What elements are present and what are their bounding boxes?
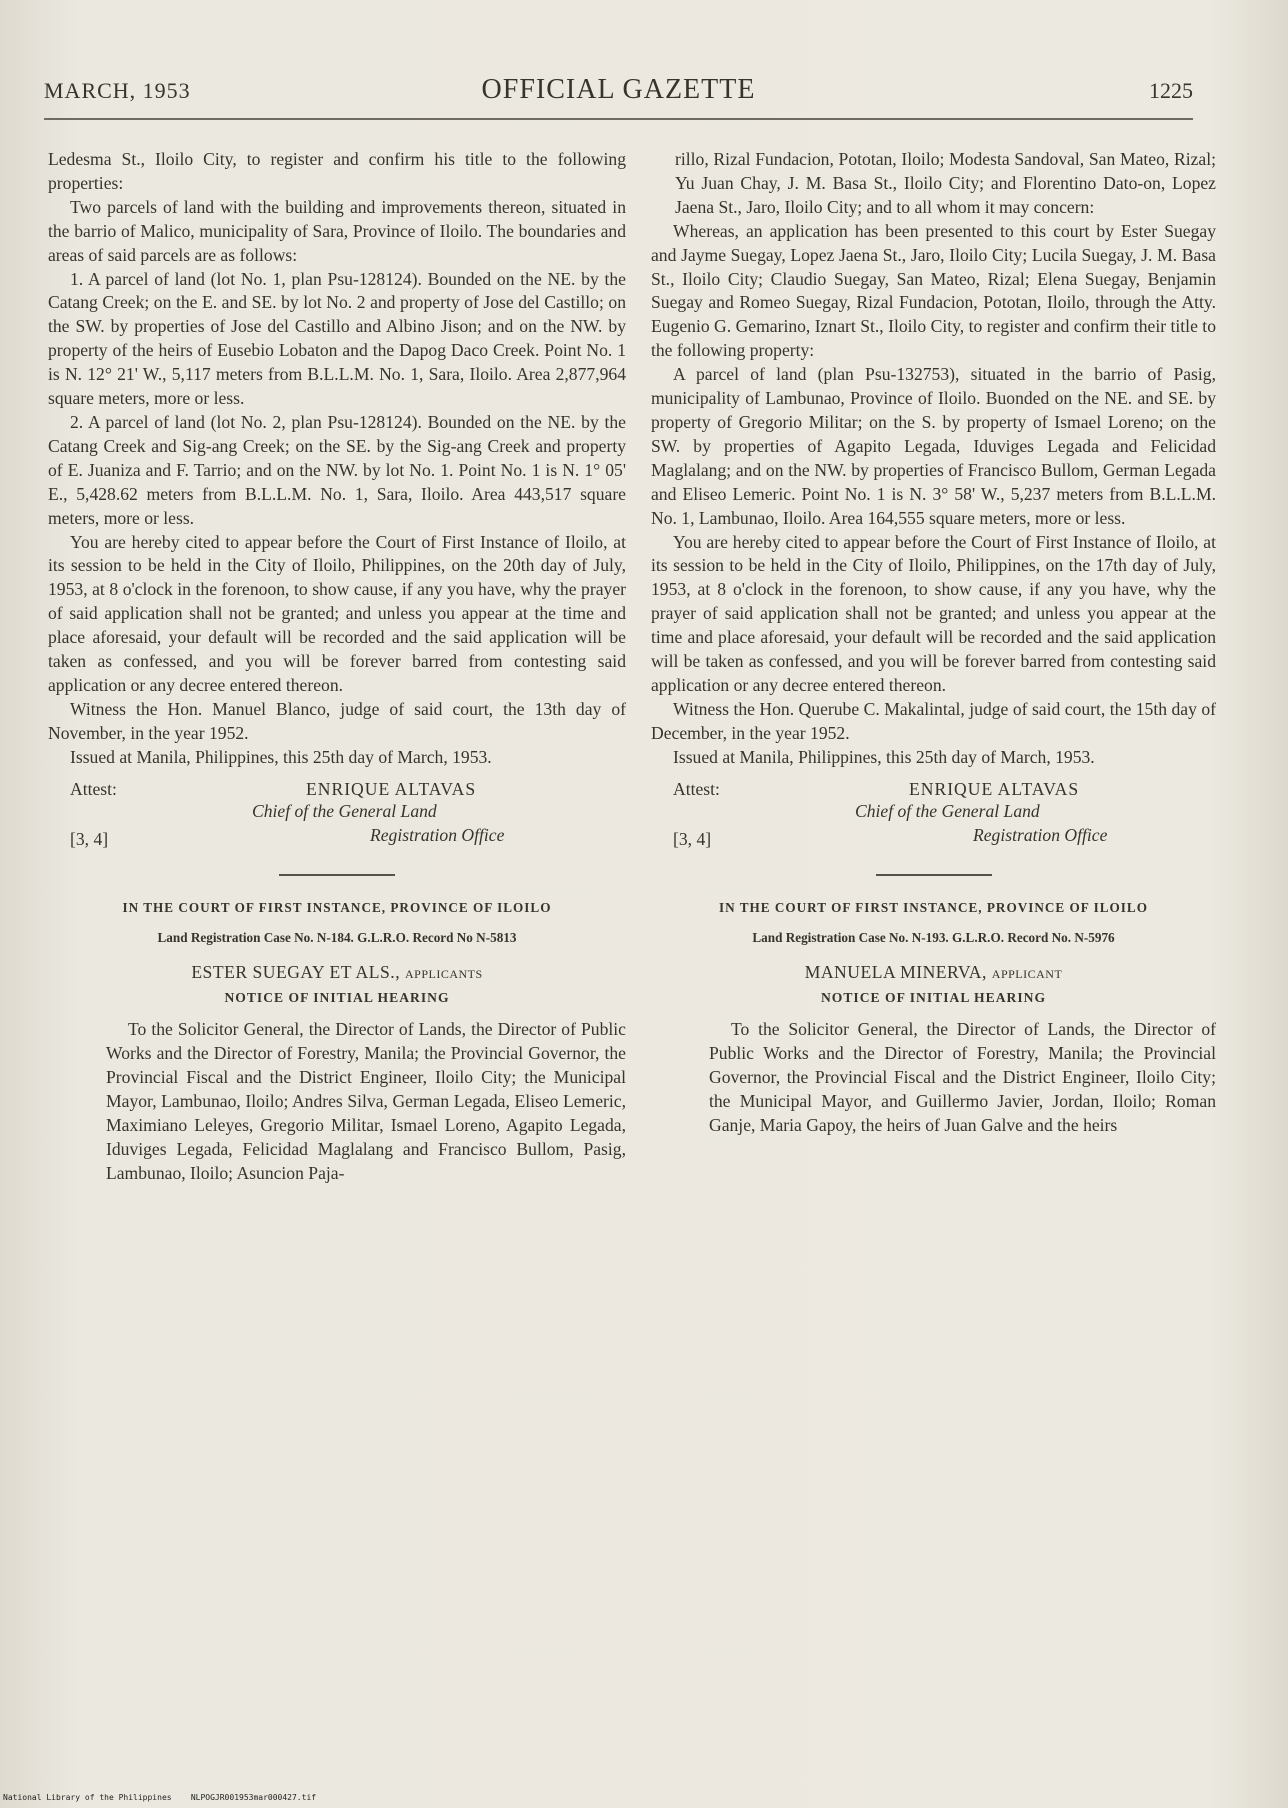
- court-heading: IN THE COURT OF FIRST INSTANCE, PROVINCE OF ILOILO: [122, 899, 552, 915]
- intro-paragraph: Ledesma St., Iloilo City, to register and confirm his title to the following properties:: [48, 149, 626, 193]
- right-column: [651, 148, 1216, 1138]
- applicant-name: MANUELA MINERVA, applicant: [804, 961, 1063, 982]
- scan-filename: NLPOGJR001953mar000427.tif: [190, 1793, 317, 1802]
- library-credit: National Library of the Philippines: [3, 1793, 172, 1802]
- whereas-paragraph: Whereas, an application has been presented to this court by Ester Suegay and Jayme Suegay, Lopez Jaena St., Jaro, Iloilo City; Lucila Suegay, J. M. Basa St., Iloilo City; Claudio Suegay, San Mateo, Rizal; Elena Suegay, Benjamin Suegay and Romeo Suegay, Rizal Fundacion, Pototan, Iloilo, through the Atty. Eugenio G. Gemarino, Iznart St., Iloilo City, to register and confirm their title to the following property:: [651, 220, 1216, 361]
- signatory-name: ENRIQUE ALTAVAS: [306, 778, 477, 799]
- section-divider: [876, 874, 992, 876]
- section-divider: [279, 874, 395, 876]
- signatory-title-line2: Registration Office: [973, 824, 1108, 845]
- signatory-title-line1: Chief of the General Land: [855, 800, 1040, 821]
- issued-paragraph: Issued at Manila, Philippines, this 25th day of March, 1953.: [70, 746, 492, 767]
- notice-title: NOTICE OF INITIAL HEARING: [224, 990, 450, 1006]
- citation-paragraph: You are hereby cited to appear before the Court of First Instance of Iloilo, at its session to be held in the City of Iloilo, Philippines, on the 20th day of July, 1953, at 8 o'clock in the forenoon, to show cause, if any you have, why the prayer of said application shall not be granted; and unless you appear at the time and place aforesaid, your default will be recorded and the said application will be taken as confessed, and you will be forever barred from contesting said application or any decree entered thereon.: [48, 531, 626, 695]
- attest-label: Attest:: [673, 778, 720, 799]
- parcel-paragraph: A parcel of land (plan Psu-132753), situated in the barrio of Pasig, municipality of Lambunao, Province of Iloilo. Buonded on the NE. and SE. by property of Gregorio Militar; on the S. by property of Ismael Loreno; on the SW. by properties of Agapito Legada, Iduviges Legada and Felicidad Maglalang; and on the NW. by properties of Francisco Bullom, German Legada and Eliseo Lemeric. Point No. 1 is N. 3° 58' W., 5,237 meters from B.L.L.M. No. 1, Lambunao, Iloilo. Area 164,555 square meters, more or less.: [651, 364, 1216, 528]
- attest-label: Attest:: [70, 778, 117, 799]
- signatory-title-line1: Chief of the General Land: [252, 800, 437, 821]
- citation-paragraph: You are hereby cited to appear before the Court of First Instance of Iloilo, at its session to be held in the City of Iloilo, Philippines, on the 17th day of July, 1953, at 8 o'clock in the forenoon, to show cause, if any you have, why the prayer of said application shall not be granted; and unless you appear at the time and place aforesaid, your default will be recorded and the said application will be taken as confessed, and you will be forever barred from contesting said application or any decree entered thereon.: [651, 531, 1216, 695]
- court-heading: IN THE COURT OF FIRST INSTANCE, PROVINCE OF ILOILO: [719, 899, 1148, 915]
- case-number: Land Registration Case No. N-193. G.L.R.O. Record No. N-5976: [752, 929, 1115, 945]
- left-column: [48, 148, 626, 1186]
- addressees-continued: rillo, Rizal Fundacion, Pototan, Iloilo; Modesta Sandoval, San Mateo, Rizal; Yu Juan Chay, J. M. Basa St., Iloilo City; and Florentino Dato-on, Lopez Jaena St., Jaro, Iloilo City; and to all whom it may concern:: [675, 149, 1216, 217]
- parcel-2-paragraph: 2. A parcel of land (lot No. 2, plan Psu-128124). Bounded on the NE. by the Catang Creek and Sig-ang Creek; on the SE. by the Sig-ang Creek and property of E. Juaniza and F. Tarrio; and on the NW. by lot No. 1. Point No. 1 is N. 1° 05' E., 5,428.62 meters from B.L.L.M. No. 1, Sara, Iloilo. Area 443,517 square meters, more or less.: [48, 411, 626, 528]
- applicant-name: ESTER SUEGAY ET ALS., applicants: [191, 961, 483, 982]
- issue-reference: [3, 4]: [70, 828, 109, 849]
- page-header: [44, 72, 1193, 112]
- publication-title: OFFICIAL GAZETTE: [481, 74, 756, 105]
- issue-reference: [3, 4]: [673, 828, 712, 849]
- witness-paragraph: Witness the Hon. Querube C. Makalintal, judge of said court, the 15th day of December, in the year 1952.: [651, 698, 1216, 743]
- header-rule: [44, 118, 1193, 120]
- signatory-name: ENRIQUE ALTAVAS: [909, 778, 1080, 799]
- signature-block: [48, 776, 626, 862]
- scan-footer: [3, 1793, 316, 1802]
- addressees-paragraph: To the Solicitor General, the Director of Lands, the Director of Public Works and the Director of Forestry, Manila; the Provincial Governor, the Provincial Fiscal and the District Engineer, Iloilo City; the Municipal Mayor, and Guillermo Javier, Jordan, Iloilo; Roman Ganje, Maria Gapoy, the heirs of Juan Galve and the heirs: [709, 1019, 1216, 1135]
- parcel-1-paragraph: 1. A parcel of land (lot No. 1, plan Psu-128124). Bounded on the NE. by the Catang Creek; on the E. and SE. by lot No. 2 and property of Jose del Castillo; on the SW. by properties of Jose del Castillo and Albino Jison; and on the NW. by property of the heirs of Eusebio Lobaton and the Dapog Daco Creek. Point No. 1 is N. 12° 21' W., 5,117 meters from B.L.L.M. No. 1, Sara, Iloilo. Area 2,877,964 square meters, more or less.: [48, 268, 626, 409]
- parcels-intro-paragraph: Two parcels of land with the building and improvements thereon, situated in the barrio of Malico, municipality of Sara, Province of Iloilo. The boundaries and areas of said parcels are as follows:: [48, 196, 626, 265]
- witness-paragraph: Witness the Hon. Manuel Blanco, judge of said court, the 13th day of November, in the year 1952.: [48, 698, 626, 743]
- issued-paragraph: Issued at Manila, Philippines, this 25th day of March, 1953.: [673, 746, 1095, 767]
- signature-block: [651, 776, 1216, 862]
- notice-title: NOTICE OF INITIAL HEARING: [820, 990, 1047, 1006]
- case-number: Land Registration Case No. N-184. G.L.R.O. Record No N-5813: [157, 929, 517, 945]
- page-number: 1225: [1149, 78, 1193, 103]
- addressees-paragraph: To the Solicitor General, the Director of Lands, the Director of Public Works and the Director of Forestry, Manila; the Provincial Governor, the Provincial Fiscal and the District Engineer, Iloilo City; the Municipal Mayor, Lambunao, Iloilo; Andres Silva, German Legada, Eliseo Lemeric, Maximiano Leleyes, Gregorio Militar, Ismael Loreno, Agapito Legada, Iduviges Legada, Felicidad Maglalang and Francisco Bullom, Pasig, Lambunao, Iloilo; Asuncion Paja-: [106, 1019, 626, 1183]
- header-date: MARCH, 1953: [44, 78, 191, 103]
- signatory-title-line2: Registration Office: [370, 824, 505, 845]
